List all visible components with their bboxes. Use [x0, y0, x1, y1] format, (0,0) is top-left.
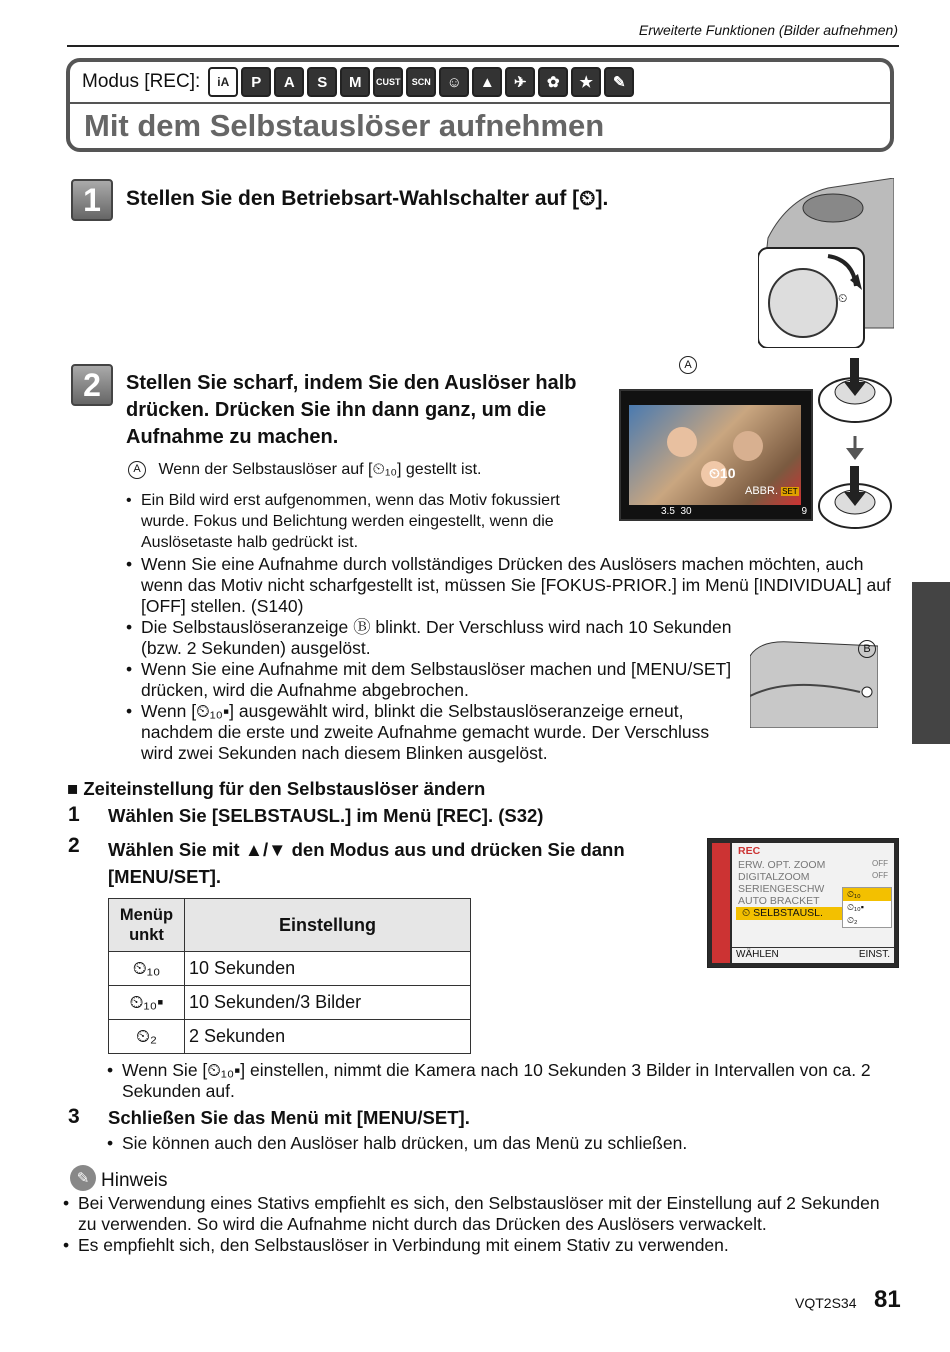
menu-item-icon: ⏲₂ [109, 1020, 185, 1054]
menu-panel [732, 843, 894, 963]
step-1-text: Stellen Sie den Betriebsart-Wahlschalter auf [⏲]. [126, 187, 609, 210]
step-2-text: Stellen Sie scharf, indem Sie den Auslöser halb drücken. Drücken Sie ihn dann ganz, um die Aufnahme zu machen. [126, 372, 577, 448]
menu-item: ERW. OPT. ZOOM OFF [738, 859, 888, 871]
table-row [109, 952, 471, 986]
menu-item-icon: ⏲₁₀▪ [109, 986, 185, 1020]
timer-step-1-number: 1 [68, 803, 80, 826]
menu-item: AUTO BRACKET [738, 895, 820, 907]
setting-value: 10 Sekunden/3 Bilder [185, 986, 471, 1020]
note-a [128, 459, 608, 480]
menu-option: ⏲₁₀ [843, 888, 891, 901]
svg-text:⏲: ⏲ [838, 291, 848, 305]
scenery-mode-icon: ▲ [472, 67, 502, 97]
timer-step-3-text: Schließen Sie das Menü mit [MENU/SET]. [108, 1107, 470, 1128]
face-2 [733, 431, 763, 461]
step-2-bullets-wide [126, 554, 896, 617]
lcd-photo [629, 405, 801, 505]
pencil-icon: ✎ [70, 1165, 96, 1191]
table-note-text: • Wenn Sie [⏲₁₀▪] einstellen, nimmt die Kamera nach 10 Sekunden 3 Bilder in Intervallen von ca. 2 Sekunden auf. [107, 1060, 897, 1102]
step-2-bullet: • Wenn Sie eine Aufnahme mit dem Selbstauslöser machen und [MENU/SET] drücken, wird die Aufnahme abgebrochen. [126, 659, 741, 701]
shutter-press-illustration [816, 358, 894, 534]
document-code: VQT2S34 [795, 1295, 857, 1311]
menu-item-selected: ⏲ SELBSTAUSL. [736, 907, 844, 920]
column-header: Menüp unkt [109, 899, 185, 952]
menu-title: REC [738, 845, 761, 857]
section-title: Erweiterte Funktionen (Bilder aufnehmen) [638, 22, 898, 38]
timer-section-heading: ■ Zeiteinstellung für den Selbstauslöser ändern [67, 778, 486, 799]
menu-option: ⏲₂ [847, 915, 858, 925]
note-a-text: Wenn der Selbstauslöser auf [⏲₁₀] gestellt ist. [158, 461, 482, 478]
marker-a: A [128, 461, 146, 479]
step-3-note [107, 1133, 897, 1154]
timer-step-3-number: 3 [68, 1105, 80, 1128]
creative-mode-icon: ✎ [604, 67, 634, 97]
mode-icons [208, 67, 634, 97]
lcd-count: 9 [801, 506, 807, 517]
mode-label: Modus [REC]: [82, 71, 201, 92]
step-2-bullets-narrow [126, 490, 598, 553]
step-2-bullet: • Wenn [⏲₁₀▪] ausgewählt wird, blinkt die Selbstauslöseranzeige erneut, nachdem die erste und zweite Aufnahme gemacht wurde. Der Verschluss wird zwei Sekunden nach diesem Blinken ausgelöst. [126, 701, 741, 764]
page-title: Mit dem Selbstauslöser aufnehmen [84, 108, 605, 143]
hint-title: Hinweis [101, 1170, 168, 1191]
header-divider [67, 45, 899, 47]
self-timer-overlay: ⏲10 [709, 465, 736, 481]
night-portrait-mode-icon: ★ [571, 67, 601, 97]
page-number: 81 [874, 1286, 901, 1313]
timer-step-2-number: 2 [68, 834, 80, 857]
marker-b-label: B [858, 640, 876, 658]
step-2-bullet: • Ein Bild wird erst aufgenommen, wenn das Motiv fokussiert wurde. Fokus und Belichtung werden eingestellt, wenn die Auslösetaste halb gedrückt ist. [126, 490, 598, 553]
menu-item: DIGITALZOOM OFF [738, 871, 888, 883]
lcd-status: 3.5 30 [661, 506, 692, 517]
abbr-label: ABBR. SET [745, 485, 798, 497]
hint-bullet: • Es empfiehlt sich, den Selbstauslöser in Verbindung mit einem Stativ zu verwenden. [63, 1235, 893, 1256]
menu-side-tabs [712, 843, 730, 963]
step-3-note-text: • Sie können auch den Auslöser halb drücken, um das Menü zu schließen. [107, 1133, 897, 1154]
step-2-badge: 2 [71, 364, 113, 406]
setting-value: 10 Sekunden [185, 952, 471, 986]
table-header-row [109, 899, 471, 952]
camera-dial-illustration [758, 178, 894, 348]
hint-bullet: • Bei Verwendung eines Stativs empfiehlt es sich, den Selbstauslöser mit der Einstellung auf 2 Sekunden zu verwenden. So wird die Aufnahme nicht durch das Drücken des Auslösers verwackelt. [63, 1193, 893, 1235]
mode-title-box [66, 58, 894, 152]
step-1-badge: 1 [71, 179, 113, 221]
menu-footer: WÄHLEN EINST. [732, 947, 894, 961]
macro-mode-icon: ✿ [538, 67, 568, 97]
table-note [107, 1060, 897, 1102]
hint-bullets [63, 1193, 893, 1256]
p-mode-icon: P [241, 67, 271, 97]
step-2-bullets-mid [126, 617, 741, 764]
mode-row [70, 62, 890, 104]
rec-menu-screenshot [707, 838, 899, 968]
step-2-bullet: • Die Selbstauslöseranzeige Ⓑ blinkt. Der Verschluss wird nach 10 Sekunden (bzw. 2 Sekunden) ausgelöst. [126, 617, 741, 659]
ia-mode-icon: iA [208, 67, 238, 97]
timer-step-2-text: Wählen Sie mit ▲/▼ den Modus aus und drücken Sie dann [MENU/SET]. [108, 839, 625, 887]
menu-item-icon: ⏲₁₀ [109, 952, 185, 986]
table-row [109, 1020, 471, 1054]
menu-options [842, 887, 892, 928]
lcd-preview [619, 389, 813, 521]
m-mode-icon: M [340, 67, 370, 97]
column-header: Einstellung [185, 899, 471, 952]
table-row [109, 986, 471, 1020]
portrait-mode-icon: ☺ [439, 67, 469, 97]
scn-mode-icon: SCN [406, 67, 436, 97]
setting-value: 2 Sekunden [185, 1020, 471, 1054]
menu-option: ⏲₁₀▪ [847, 902, 864, 912]
cust-mode-icon: CUST [373, 67, 403, 97]
marker-a-label: A [679, 356, 697, 374]
s-mode-icon: S [307, 67, 337, 97]
step-2-bullet: • Wenn Sie eine Aufnahme durch vollständiges Drücken des Auslösers machen möchten, auch wenn das Motiv nicht scharfgestellt ist, müssen Sie [FOKUS-PRIOR.] im Menü [INDIVIDUAL] auf [OFF] stellen. (S140) [126, 554, 896, 617]
face-1 [667, 427, 697, 457]
chapter-tab [912, 582, 950, 744]
a-mode-icon: A [274, 67, 304, 97]
menu-item: SERIENGESCHW [738, 883, 825, 895]
timer-settings-table [108, 898, 471, 1054]
sports-mode-icon: ✈ [505, 67, 535, 97]
timer-step-1-text: Wählen Sie [SELBSTAUSL.] im Menü [REC]. (S32) [108, 805, 544, 826]
